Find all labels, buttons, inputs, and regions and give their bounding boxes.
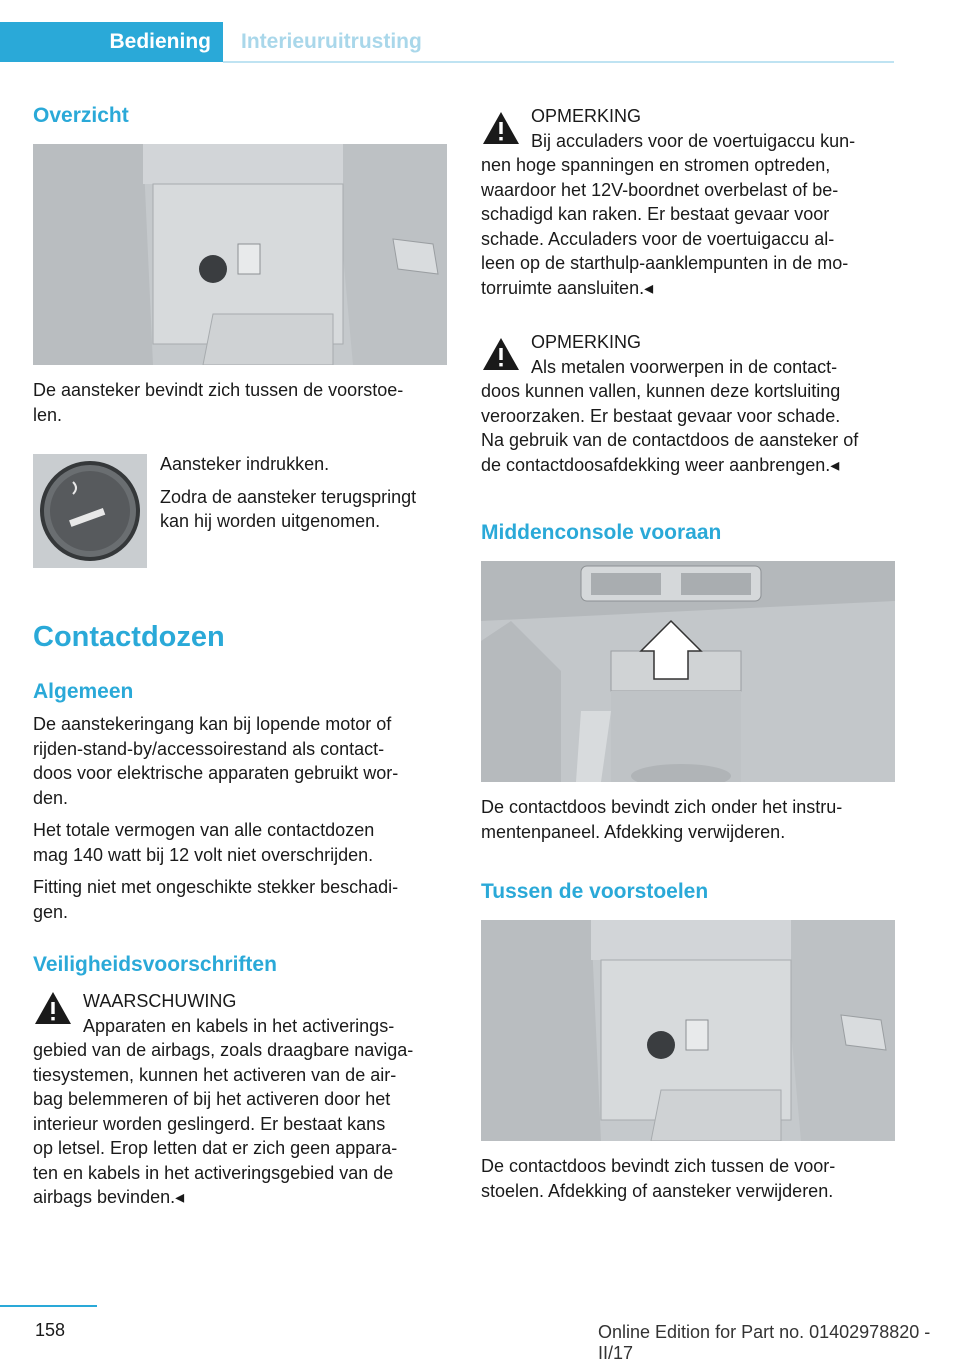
overzicht-caption-line: De aansteker bevindt zich tussen de voorstoe‐ [33,380,404,400]
warning-line: interieur worden geslingerd. Er bestaat kans [33,1113,386,1134]
overzicht-caption [33,378,403,427]
algemeen-heading: Algemeen [33,680,134,703]
note-block-1 [481,104,901,300]
algemeen-p1-line: doos voor elektrische apparaten gebruikt wor‐ [33,763,399,783]
note-line: Bij acculaders voor de voertuigaccu kun‐ [531,130,856,151]
lighter-step-2-line: Zodra de aansteker terugspringt [160,486,417,507]
lighter-step-2-line: kan hij worden uitgenomen. [160,511,381,531]
console-lighter-photo [33,144,447,365]
tussen-caption-line: De contactdoos bevindt zich tussen de voor‐ [481,1156,836,1176]
middenconsole-caption-line: De contactdoos bevindt zich onder het instru‐ [481,797,843,817]
algemeen-p2-line: Het totale vermogen van alle contactdozen [33,820,375,840]
warning-line: Apparaten en kabels in het activerings‐ [83,1015,395,1036]
page-number: 158 [35,1320,66,1340]
header-rule [223,61,894,63]
middenconsole-heading: Middenconsole vooraan [481,521,722,544]
note-label: OPMERKING [531,332,642,352]
section-tab: Bediening [0,22,223,62]
overzicht-heading: Overzicht [33,104,129,127]
between-seats-photo [481,920,895,1141]
algemeen-p3-line: gen. [33,901,69,922]
warning-line: op letsel. Erop letten dat er zich geen appara‐ [33,1138,398,1158]
note-line: Na gebruik van de contactdoos de aansteker of [481,430,859,450]
note-line: veroorzaken. Er bestaat gevaar voor schade. [481,405,841,426]
tussen-caption [481,1154,835,1203]
algemeen-text [33,712,453,924]
note-line: schade. Acculaders voor de voertuigaccu al‐ [481,228,835,249]
subsection-tab: Interieuruitrusting [241,30,422,53]
warning-label: WAARSCHUWING [83,991,237,1011]
note-line: schadigd kan raken. Er bestaat gevaar voor [481,204,830,224]
contactdozen-heading: Contactdozen [33,621,225,653]
middenconsole-caption-line: mentenpaneel. Afdekking verwijderen. [481,821,786,842]
lighter-step-1: Aansteker indrukken. [160,454,330,474]
note-line: doos kunnen vallen, kunnen deze kortsluiting [481,381,841,401]
footer-rule [0,1305,97,1307]
middenconsole-caption [481,795,842,844]
warning-line: tiesystemen, kunnen het activeren van de air‐ [33,1064,397,1085]
note-line: waardoor het 12V-boordnet overbelast of be‐ [481,179,839,200]
algemeen-p1-line: rijden-stand-by/accessoirestand als contact‐ [33,738,385,759]
note-label: OPMERKING [531,106,642,126]
warning-line: gebied van de airbags, zoals draagbare naviga‐ [33,1040,414,1060]
warning-line: bag belemmeren of bij het activeren door het [33,1089,391,1109]
lighter-button-photo [33,454,147,568]
warning-block [33,989,453,1210]
edition-text: Online Edition for Part no. 01402978820 - II/17 [598,1322,931,1363]
center-console-photo [481,561,895,782]
note-line: Als metalen voorwerpen in de contact‐ [531,356,838,377]
algemeen-p3-line: Fitting niet met ongeschikte stekker beschadi‐ [33,877,399,897]
tussen-heading: Tussen de voorstoelen [481,880,709,903]
veiligheid-heading: Veiligheidsvoorschriften [33,953,277,976]
algemeen-p1-line: den. [33,787,69,808]
note-block-2 [481,330,901,477]
overzicht-caption-line: len. [33,404,63,425]
algemeen-p1-line: De aanstekeringang kan bij lopende motor of [33,714,392,734]
warning-line: ten en kabels in het activeringsgebied van de [33,1162,394,1183]
note-line: leen op de starthulp-aanklempunten in de mo‐ [481,253,849,273]
note-line: nen hoge spanningen en stromen optreden, [481,155,831,175]
algemeen-p2-line: mag 140 watt bij 12 volt niet overschrijden. [33,844,374,865]
note-line: torruimte aansluiten.◂ [481,277,654,298]
lighter-steps [160,452,416,534]
warning-line: airbags bevinden.◂ [33,1187,185,1207]
note-line: de contactdoosafdekking weer aanbrengen.◂ [481,454,840,475]
tussen-caption-line: stoelen. Afdekking of aansteker verwijderen. [481,1180,834,1201]
